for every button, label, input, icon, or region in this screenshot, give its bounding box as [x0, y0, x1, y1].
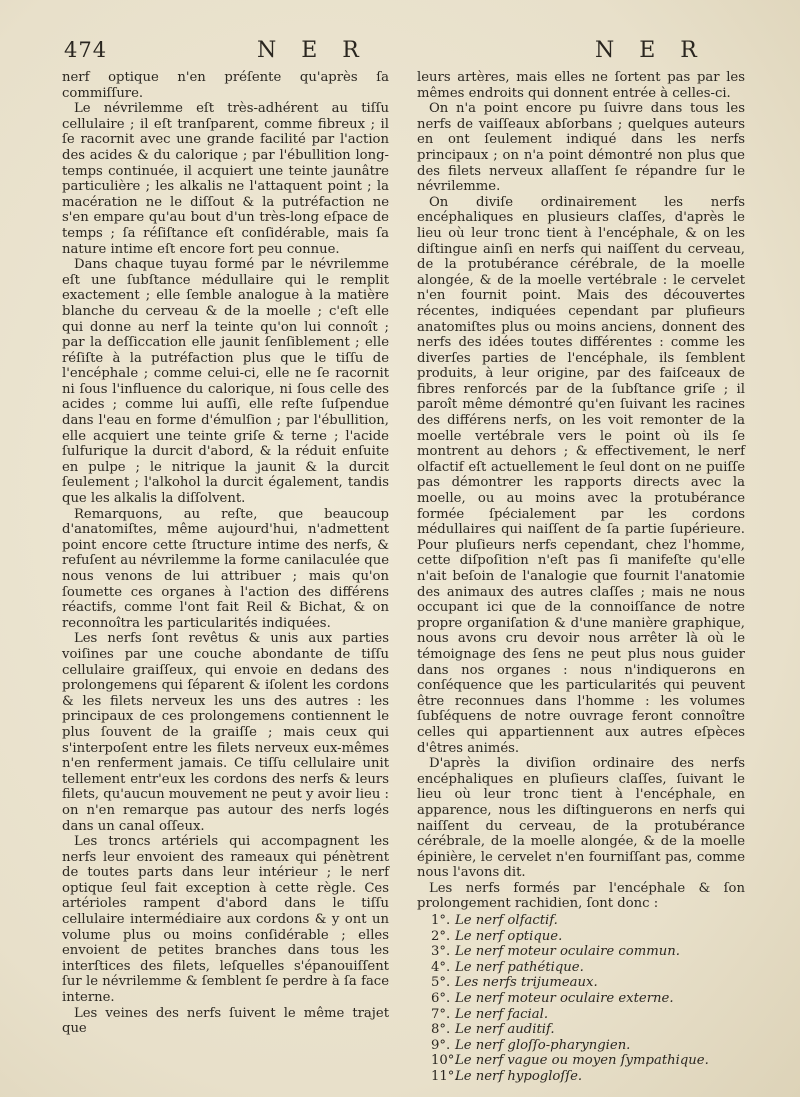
- paragraph: D'après la diviſion ordinaire des nerfs encéphaliques en pluſieurs claſſes, ſuivant le lieu où leur tronc tient à l'encéphale, en apparence, nous les diſtinguerons en nerfs qui naiſſent du cerveau, de la protubérance cérébrale, de la moelle alongée, & de la moelle épinière, le cervelet n'en fourniſſant pas, comme nous l'avons dit.: [417, 756, 745, 881]
- list-number: 7°.: [431, 1006, 451, 1022]
- list-item: [431, 960, 745, 976]
- nerve-list: [417, 913, 745, 1085]
- paragraph: nerf optique n'en préſente qu'après ſa commiſſure.: [62, 70, 389, 101]
- list-item: [431, 913, 745, 929]
- list-item: [431, 991, 745, 1007]
- list-number: 10°.: [431, 1053, 459, 1069]
- running-head-left: N E R: [257, 38, 368, 63]
- list-number: 2°.: [431, 928, 451, 944]
- list-text: Le nerf pathétique.: [455, 959, 584, 975]
- list-item: [431, 1069, 745, 1085]
- list-item: [431, 929, 745, 945]
- paragraph: Les veines des nerfs ſuivent le même trajet que: [62, 1005, 389, 1037]
- list-number: 11°.: [431, 1069, 459, 1084]
- paragraph: Les troncs artériels qui accompagnent les nerfs leur envoient des rameaux qui pénètrent de toutes parts dans leur intérieur ; le nerf optique ſeul fait exception à cette règle. Ces artérioles rampent d'abord dans le tiſſu cellulaire intermédiaire aux cordons & y ont un volume plus ou moins conſidérable ; elles envoient de petites branches dans tous les interſtices des filets, leſquelles s'épanouiſſent ſur le névrilemme & ſemblent ſe perdre à ſa face interne.: [62, 834, 389, 1006]
- list-text: Le nerf auditif.: [455, 1022, 555, 1038]
- list-text: Le nerf optique.: [455, 928, 563, 944]
- list-number: 6°.: [431, 991, 451, 1007]
- list-item: [431, 1053, 745, 1069]
- list-text: Le nerf moteur oculaire externe.: [455, 991, 674, 1007]
- paragraph: Les nerfs formés par l'encéphale & ſon prolongement rachidien, ſont donc :: [417, 880, 745, 912]
- list-text: Le nerf hypogloſſe.: [455, 1069, 583, 1084]
- list-number: 4°.: [431, 959, 451, 975]
- left-column: [62, 70, 389, 1037]
- list-number: 1°.: [431, 913, 451, 929]
- paragraph: Les nerfs ſont revêtus & unis aux parties voiſines par une couche abondante de tiſſu cellulaire graiſſeux, qui envoie en dedans des prolongemens qui ſéparent & iſolent les cordons & les filets nerveux les uns des autres : les principaux de ces prolongemens contiennent le plus ſouvent de la graiſſe ; mais ceux qui s'interpoſent entre les filets nerveux eux-mêmes n'en renferment jamais. Ce tiſſu cellulaire unit tellement entr'eux les cordons des nerfs & leurs filets, qu'aucun mouvement ne peut y avoir lieu : on n'en remarque pas autour des nerfs logés dans un canal oſſeux.: [62, 631, 389, 834]
- paragraph: On n'a point encore pu ſuivre dans tous les nerfs de vaiſſeaux abſorbans ; quelques auteurs en ont ſeulement indiqué dans les nerfs principaux ; on n'a point démontré non plus que des filets nerveux allaſſent ſe répandre ſur le névrilemme.: [417, 101, 745, 195]
- list-number: 3°.: [431, 944, 451, 960]
- list-text: Le nerf facial.: [455, 1006, 549, 1022]
- list-text: Le nerf olfactif.: [455, 913, 558, 929]
- list-number: 8°.: [431, 1022, 451, 1038]
- list-number: 9°.: [431, 1037, 451, 1053]
- list-number: 5°.: [431, 975, 451, 991]
- paragraph: Remarquons, au reſte, que beaucoup d'anatomiſtes, même aujourd'hui, n'admettent point encore cette ſtructure intime des nerfs, & refuſent au névrilemme la forme canilaculée que nous venons de lui attribuer ; mais qu'on ſoumette ces organes à l'action des différens réactifs, comme l'ont fait Reil & Bichat, & on reconnoîtra les particularités indiquées.: [62, 506, 389, 631]
- list-item: [431, 1007, 745, 1023]
- list-text: Le nerf moteur oculaire commun.: [455, 944, 680, 960]
- running-head-right: N E R: [595, 38, 706, 63]
- list-item: [431, 1038, 745, 1054]
- paragraph: Le névrilemme eſt très-adhérent au tiſſu cellulaire ; il eſt tranſparent, comme fibreux ; il ſe racornit avec une grande facilité par l'action des acides & du calorique ; par l'ébullition long-temps continuée, il acquiert une teinte jaunâtre particulière ; les alkalis ne l'attaquent point ; la macération ne le diſſout & la putréfaction ne s'en empare qu'au bout d'un très-long eſpace de temps ; ſa réſiſtance eſt conſidérable, mais ſa nature intime eſt encore fort peu connue.: [62, 101, 389, 257]
- paragraph: Dans chaque tuyau formé par le névrilemme eſt une ſubſtance médullaire qui le remplit exactement ; elle ſemble analogue à la matière blanche du cerveau & de la moelle ; c'eſt elle qui donne au nerf la teinte qu'on lui connoît ; par la deſſiccation elle jaunit ſenſiblement ; elle réſiſte à la putréfaction plus que le tiſſu de l'encéphale ; comme celui-ci, elle ne ſe racornit ni ſous l'influence du calorique, ni ſous celle des acides ; comme lui auſſi, elle reſte ſuſpendue dans l'eau en forme d'émulſion ; par l'ébullition, elle acquiert une teinte griſe & terne ; l'acide ſulfurique la durcit d'abord, & la réduit enſuite en pulpe ; le nitrique la jaunit & la durcit ſeulement ; l'alkohol la durcit également, tandis que les alkalis la diſſolvent.: [62, 257, 389, 507]
- list-item: [431, 1022, 745, 1038]
- list-text: Les nerfs trijumeaux.: [455, 975, 598, 991]
- paragraph: On diviſe ordinairement les nerfs encéphaliques en plusieurs claſſes, d'après le lieu où leur tronc tient à l'encéphale, & on les diſtingue ainſi en nerfs qui naiſſent du cerveau, de la protubérance cérébrale, de la moelle alongée, & de la moelle vertébrale : le cervelet n'en fournit point. Mais des découvertes récentes, indiquées cependant par plufieurs anatomiſtes plus ou moins anciens, donnent des nerfs des idées toutes différentes : comme les diverſes parties de l'encéphale, ils ſemblent produits, à leur origine, par des faiſceaux de fibres renforcés par de la ſubſtance griſe ; il paroît même démontré qu'en ſuivant les racines des différens nerfs, on les voit remonter de la moelle vertébrale vers le point où ils ſe montrent au dehors ; & effectivement, le nerf olfactif eſt actuellement le ſeul dont on ne puiſſe pas démontrer les rapports directs avec la moelle, ou au moins avec la protubérance formée ſpécialement par les cordons médullaires qui naiſſent de ſa partie ſupérieure. Pour pluſieurs nerfs cependant, chez l'homme, cette diſpoſition n'eſt pas ſi manifeſte qu'elle n'ait beſoin de l'analogie que fournit l'anatomie des animaux des autres claſſes ; mais ne nous occupant ici que de la connoiſſance de notre propre organiſation & d'une manière graphique, nous avons cru devoir nous arrêter là où le témoignage des ſens ne peut plus nous guider dans nos organes : nous n'indiquerons en conſéquence que les particularités qui peuvent être reconnues dans l'homme : les volumes ſubſéquens de notre ouvrage feront connoître celles qui appartiennent aux autres eſpèces d'êtres animés.: [417, 194, 745, 756]
- list-item: [431, 944, 745, 960]
- list-item: [431, 975, 745, 991]
- paragraph: leurs artères, mais elles ne ſortent pas par les mêmes endroits qui donnent entrée à celles-ci.: [417, 70, 745, 101]
- page-number: 474: [64, 38, 108, 62]
- list-text: Le nerf vague ou moyen ſympathique.: [455, 1053, 709, 1069]
- right-column: [417, 70, 745, 1085]
- list-text: Le nerf gloſſo-pharyngien.: [455, 1037, 631, 1053]
